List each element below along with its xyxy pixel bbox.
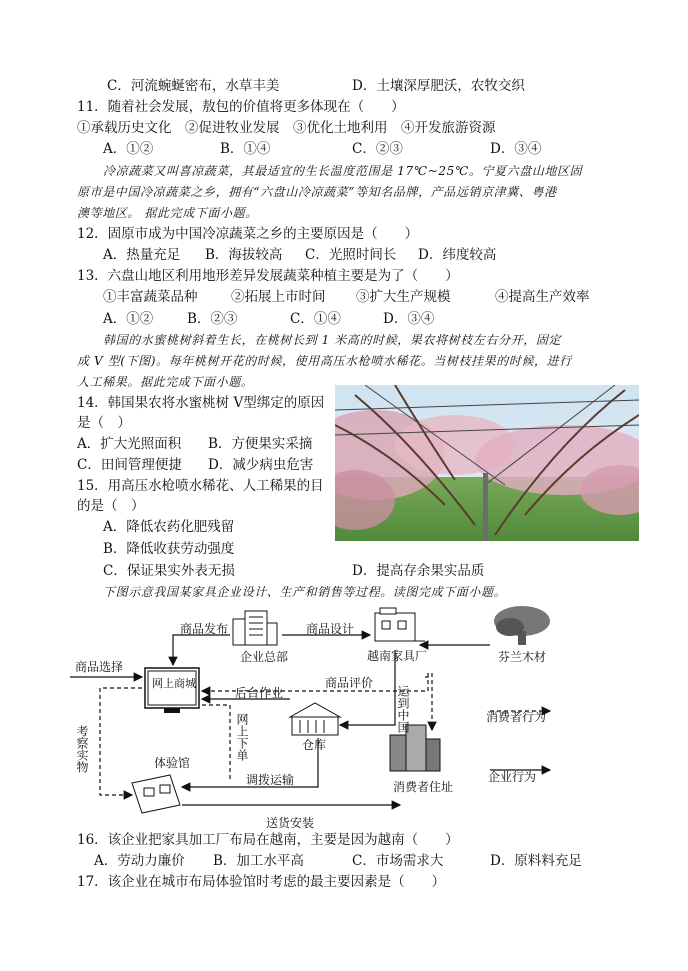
passage2-line3: 人工稀果。据此完成下面小题。 [77,375,254,389]
passage1-line1: 冷凉蔬菜又叫喜凉蔬菜，其最适宜的生长温度范围是 17℃~25℃。宁夏六盘山地区固 [103,164,583,178]
enterprise-hq-icon [233,611,277,645]
q12-option-d: D．纬度较高 [418,247,497,263]
label-select: 商品选择 [75,660,124,674]
q15-option-c: C．保证果实外表无损 [103,563,235,579]
passage1-line3: 澳等地区。 据此完成下面小题。 [77,206,258,220]
q15-option-b: B．降低收获劳动强度 [103,541,235,557]
q12-option-b: B．海拔较高 [205,247,283,263]
label-transfer: 调拨运输 [246,773,295,787]
peach-orchard-illustration [335,385,639,541]
q13-item-2: ②拓展上市时间 [231,289,326,305]
q13-option-a: A．①② [103,311,154,327]
finland-timber-icon [494,606,550,645]
q11-option-c: C．②③ [352,141,403,157]
q16-option-a: A．劳动力廉价 [94,853,185,869]
q14-option-c: C．田间管理便捷 [77,457,182,473]
q13-item-1: ①丰富蔬菜品种 [103,289,198,305]
q17-stem: 17．该企业在城市布局体验馆时考虑的最主要因素是（ ） [77,874,446,890]
q11-option-b: B．①④ [220,141,271,157]
q13-option-b: B．②③ [187,311,238,327]
q13-option-d: D．③④ [383,311,435,327]
label-hq: 企业总部 [240,650,289,664]
label-mall: 网上商城 [152,677,196,690]
q13-stem: 13．六盘山地区利用地形差异发展蔬菜种植主要是为了（ ） [77,268,459,284]
q10-option-c: C．河流蜿蜒密布，水草丰美 [107,78,280,94]
label-delivery: 送货安装 [266,816,315,830]
showroom-icon [132,775,180,813]
q14-stem-line1: 14．韩国果农将水蜜桃树 V型绑定的原因 [77,395,325,411]
q16-option-c: C．市场需求大 [352,853,444,869]
q15-stem-line2: 的是（ ） [77,498,145,514]
q13-item-3: ③扩大生产规模 [356,289,451,305]
q14-option-b: B．方便果实采摘 [208,436,313,452]
q11-items: ①承载历史文化 ②促进牧业发展 ③优化土地利用 ④开发旅游资源 [77,120,496,136]
q13-option-c: C．①④ [290,311,341,327]
online-mall-icon [145,668,199,713]
q13-item-4: ④提高生产效率 [495,289,590,305]
label-warehouse: 仓库 [302,738,327,752]
q10-option-d: D．土壤深厚肥沃，农牧交织 [352,78,525,94]
label-factory: 越南家具厂 [367,649,428,663]
label-backend: 后台作业 [235,686,284,700]
label-inspect: 考察实物 [75,725,89,773]
q16-stem: 16．该企业把家具加工厂布局在越南，主要是因为越南（ ） [77,832,459,848]
label-design: 商品设计 [306,622,355,636]
q11-stem: 11．随着社会发展，敖包的价值将更多体现在（ ） [77,99,405,115]
label-company-behavior: 企业行为 [488,770,537,784]
q15-stem-line1: 15．用高压水枪喷水稀花、人工稀果的目 [77,478,324,494]
vietnam-factory-icon [375,608,425,641]
label-consumer-behavior: 消费者行为 [486,710,547,724]
passage2-line1: 韩国的水蜜桃树斜着生长，在桃树长到 1 米高的时候，果农将树枝左右分开，固定 [103,333,562,347]
q14-option-a: A．扩大光照面积 [77,436,182,452]
label-publish: 商品发布 [180,622,229,636]
q11-option-d: D．③④ [490,141,542,157]
q16-option-b: B．加工水平高 [213,853,304,869]
q15-option-a: A．降低农药化肥残留 [103,519,235,535]
passage2-line2: 成 V 型(下图)。每年桃树开花的时候，使用高压水枪喷水稀花。当树枝挂果的时候，进行 [77,354,572,368]
passage3-line1: 下图示意我国某家具企业设计、生产和销售等过程。读图完成下面小题。 [103,585,507,599]
label-showroom: 体验馆 [154,756,191,770]
q12-option-a: A．热量充足 [103,247,181,263]
q15-option-d: D．提高存余果实品质 [352,563,485,579]
q14-option-d: D．减少病虫危害 [208,457,314,473]
q11-option-a: A．①② [103,141,154,157]
q16-option-d: D．原料料充足 [490,853,582,869]
passage1-line2: 原市是中国冷凉蔬菜之乡，拥有“六盘山冷凉蔬菜”等知名品牌，产品远销京津冀、粤港 [77,185,557,199]
q12-option-c: C．光照时间长 [305,247,397,263]
label-residence: 消费者住址 [393,780,454,794]
label-ship-to-china: 运到中国 [396,685,410,733]
peach-orchard-photo [335,385,639,541]
label-online-order: 网上下单 [235,713,249,761]
label-wood: 芬兰木材 [498,650,547,664]
label-review: 商品评价 [325,676,374,690]
warehouse-icon [290,703,340,735]
furniture-flow-diagram [70,605,585,830]
q12-stem: 12．固原市成为中国冷凉蔬菜之乡的主要原因是（ ） [77,226,419,242]
q14-stem-line2: 是（ ） [77,415,131,431]
